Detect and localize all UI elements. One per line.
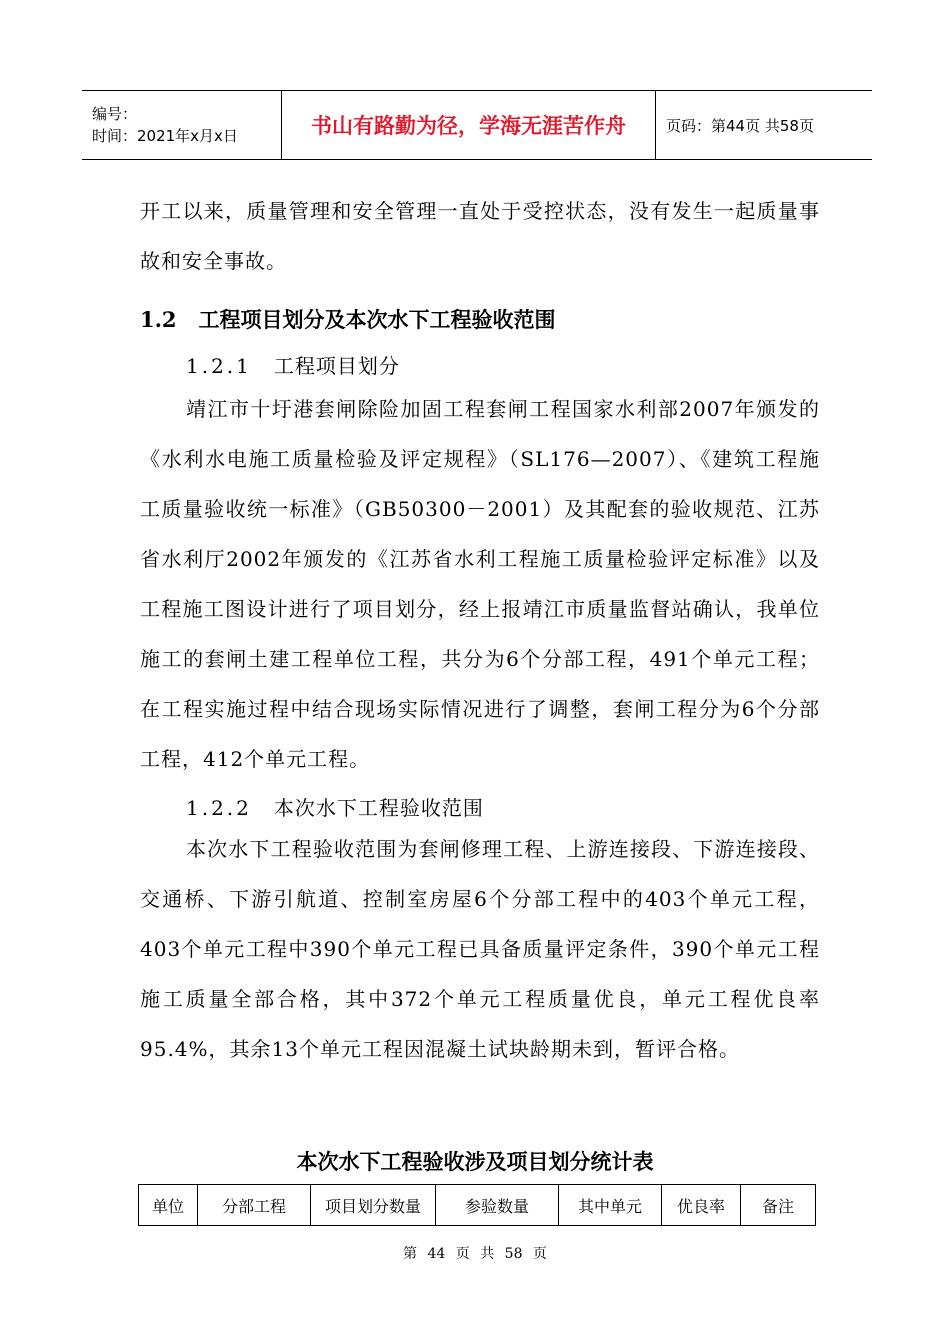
column-header: 分部工程 xyxy=(198,1185,311,1226)
header-motto xyxy=(282,91,656,159)
paragraph-project-division: 靖江市十圩港套闸除险加固工程套闸工程国家水利部2007年颁发的《水利水电施工质量检验及评定规程》（SL176—2007）、《建筑工程施工质量验收统一标准》（GB50300－2001）及其配套的验收规范、江苏省水利厅2002年颁发的《江苏省水利工程施工质量检验评定标准》以及工程施工图设计进行了项目划分，经上报靖江市质量监督站确认，我单位施工的套闸土建工程单位工程，共分为6个分部工程，491个单元工程；在工程实施过程中结合现场实际情况进行了调整，套闸工程分为6个分部工程，412个单元工程。 xyxy=(140,397,820,771)
page-header xyxy=(82,90,872,160)
table-header-row xyxy=(139,1185,816,1226)
section-title: 工程项目划分及本次水下工程验收范围 xyxy=(198,307,556,332)
paragraph-acceptance-scope: 本次水下工程验收范围为套闸修理工程、上游连接段、下游连接段、交通桥、下游引航道、控制室房屋6个分部工程中的403个单元工程，403个单元工程中390个单元工程已具备质量评定条件，390个单元工程施工质量全部合格，其中372个单元工程质量优良，单元工程优良率95.4%，其余13个单元工程因混凝土试块龄期未到，暂评合格。 xyxy=(140,837,820,1061)
column-header: 参验数量 xyxy=(436,1185,559,1226)
header-meta xyxy=(82,91,282,159)
section-heading-1-2-1 xyxy=(186,350,400,379)
column-header: 其中单元 xyxy=(559,1185,662,1226)
page-footer: 第 44 页 共 58 页 xyxy=(403,1246,547,1262)
statistics-table xyxy=(138,1184,816,1226)
time-label: 时间：2021年x月x日 xyxy=(92,127,238,145)
table-title: 本次水下工程验收涉及项目划分统计表 xyxy=(296,1150,654,1174)
section-number: 1.2.2 xyxy=(186,796,252,820)
number-label: 编号： xyxy=(92,105,138,123)
column-header: 备注 xyxy=(741,1185,816,1226)
motto-text: 书山有路勤为径，学海无涯苦作舟 xyxy=(311,114,626,138)
section-number: 1.2.1 xyxy=(186,354,252,378)
column-header: 优良率 xyxy=(662,1185,741,1226)
column-header: 单位 xyxy=(139,1185,198,1226)
section-heading-1-2 xyxy=(140,304,556,334)
section-number: 1.2 xyxy=(140,307,177,332)
section-heading-1-2-2 xyxy=(186,792,484,821)
section-title: 本次水下工程验收范围 xyxy=(273,796,484,820)
section-title: 工程项目划分 xyxy=(273,354,400,378)
intro-paragraph: 开工以来，质量管理和安全管理一直处于受控状态，没有发生一起质量事故和安全事故。 xyxy=(140,199,820,273)
page-info-text: 页码：第44页 共58页 xyxy=(666,116,814,135)
column-header: 项目划分数量 xyxy=(311,1185,436,1226)
header-page-info xyxy=(656,91,872,159)
